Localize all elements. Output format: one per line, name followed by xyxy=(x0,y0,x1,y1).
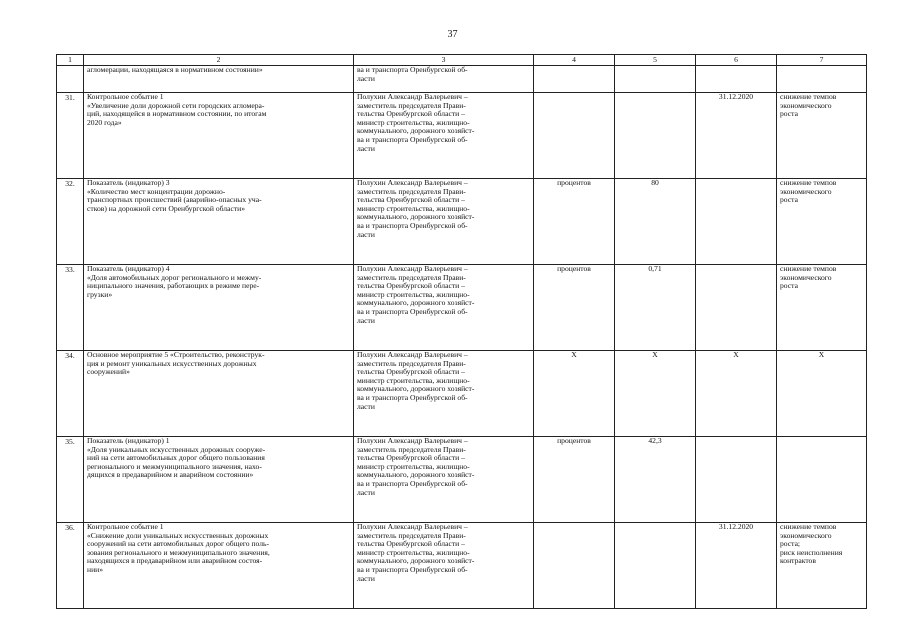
responsible-cell: Полухин Александр Валерьевич – заместитель председателя Прави- тельства Оренбургской области – министр строительства, жилищно- коммунального, дорожного хозяйст- ва и транспорта Оренбургской об- ласти xyxy=(354,265,534,351)
risk-cell: снижение темпов экономического роста xyxy=(777,265,867,351)
value-cell xyxy=(615,93,696,179)
unit-cell xyxy=(534,93,615,179)
responsible-cell: Полухин Александр Валерьевич – заместитель председателя Прави- тельства Оренбургской области – министр строительства, жилищно- коммунального, дорожного хозяйст- ва и транспорта Оренбургской об- ласти xyxy=(354,93,534,179)
row-number-cell: 32. xyxy=(57,179,84,265)
responsible-cell: Полухин Александр Валерьевич – заместитель председателя Прави- тельства Оренбургской области – министр строительства, жилищно- коммунального, дорожного хозяйст- ва и транспорта Оренбургской об- ласти xyxy=(354,351,534,437)
date-cell xyxy=(696,66,777,93)
column-header: 2 xyxy=(84,55,354,66)
date-cell xyxy=(696,265,777,351)
table-row xyxy=(57,93,867,179)
responsible-cell: Полухин Александр Валерьевич – заместитель председателя Прави- тельства Оренбургской области – министр строительства, жилищно- коммунального, дорожного хозяйст- ва и транспорта Оренбургской об- ласти xyxy=(354,437,534,523)
column-header: 6 xyxy=(696,55,777,66)
table-row xyxy=(57,179,867,265)
risk-cell: снижение темпов экономического роста xyxy=(777,179,867,265)
risk-cell: снижение темпов экономического роста; риск неисполнения контрактов xyxy=(777,523,867,609)
row-number-cell: 33. xyxy=(57,265,84,351)
description-cell: Показатель (индикатор) 1 «Доля уникальных искусственных дорожных сооруже- ний на сети автомобильных дорог общего пользования регионального и межмуниципального значения, нахо- дящихся в предаварийном и аварийном состоянии» xyxy=(84,437,354,523)
row-number-cell: 34. xyxy=(57,351,84,437)
responsible-cell: Полухин Александр Валерьевич – заместитель председателя Прави- тельства Оренбургской области – министр строительства, жилищно- коммунального, дорожного хозяйст- ва и транспорта Оренбургской об- ласти xyxy=(354,179,534,265)
risk-cell xyxy=(777,66,867,93)
column-header: 4 xyxy=(534,55,615,66)
column-header: 5 xyxy=(615,55,696,66)
unit-cell: процентов xyxy=(534,437,615,523)
description-cell: агломерации, находящаяся в нормативном состоянии» xyxy=(84,66,354,93)
description-cell: Показатель (индикатор) 3 «Количество мест концентрации дорожно- транспортных происшествий (аварийно-опасных уча- стков) на дорожной сети Оренбургской области» xyxy=(84,179,354,265)
value-cell xyxy=(615,523,696,609)
column-header: 1 xyxy=(57,55,84,66)
unit-cell: процентов xyxy=(534,265,615,351)
table-row xyxy=(57,351,867,437)
row-number-cell: 35. xyxy=(57,437,84,523)
column-header: 3 xyxy=(354,55,534,66)
unit-cell: Х xyxy=(534,351,615,437)
description-cell: Основное мероприятие 5 «Строительство, реконструк- ция и ремонт уникальных искусственных дорожных сооружений» xyxy=(84,351,354,437)
row-number-cell: 31. xyxy=(57,93,84,179)
risk-cell xyxy=(777,437,867,523)
unit-cell: процентов xyxy=(534,179,615,265)
table-row xyxy=(57,523,867,609)
description-cell: Контрольное событие 1 «Увеличение доли дорожной сети городских агломера- ций, находящейся в нормативном состоянии, по итогам 2020 года» xyxy=(84,93,354,179)
description-cell: Показатель (индикатор) 4 «Доля автомобильных дорог регионального и межму- ниципального значения, работающих в режиме пере- грузки» xyxy=(84,265,354,351)
unit-cell xyxy=(534,523,615,609)
table-row xyxy=(57,437,867,523)
responsible-cell: Полухин Александр Валерьевич – заместитель председателя Прави- тельства Оренбургской области – министр строительства, жилищно- коммунального, дорожного хозяйст- ва и транспорта Оренбургской об- ласти xyxy=(354,523,534,609)
unit-cell xyxy=(534,66,615,93)
value-cell: 0,71 xyxy=(615,265,696,351)
plan-table xyxy=(56,54,867,609)
date-cell: 31.12.2020 xyxy=(696,93,777,179)
value-cell: Х xyxy=(615,351,696,437)
risk-cell: Х xyxy=(777,351,867,437)
date-cell xyxy=(696,179,777,265)
page-number: 37 xyxy=(447,29,458,40)
column-header: 7 xyxy=(777,55,867,66)
risk-cell: снижение темпов экономического роста xyxy=(777,93,867,179)
table-row xyxy=(57,265,867,351)
date-cell: Х xyxy=(696,351,777,437)
responsible-cell: ва и транспорта Оренбургской об- ласти xyxy=(354,66,534,93)
date-cell xyxy=(696,437,777,523)
description-cell: Контрольное событие 1 «Снижение доли уникальных искусственных дорожных сооружений на сети автомобильных дорог общего поль- зования регионального и межмуниципального значения, находящихся в предаварийном или аварийном состоя- нии» xyxy=(84,523,354,609)
row-number-cell xyxy=(57,66,84,93)
row-number-cell: 36. xyxy=(57,523,84,609)
value-cell xyxy=(615,66,696,93)
value-cell: 80 xyxy=(615,179,696,265)
continuation-row xyxy=(57,66,867,93)
value-cell: 42,3 xyxy=(615,437,696,523)
date-cell: 31.12.2020 xyxy=(696,523,777,609)
column-header-row xyxy=(57,55,867,66)
